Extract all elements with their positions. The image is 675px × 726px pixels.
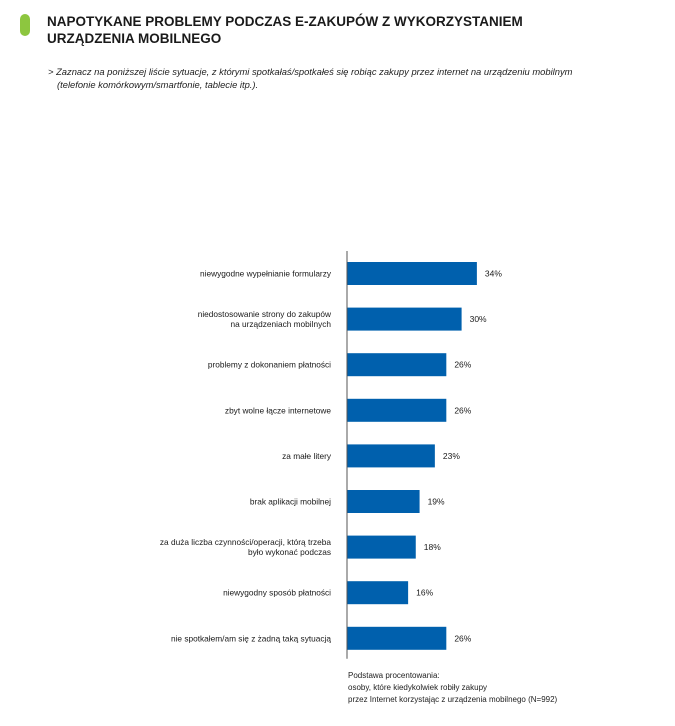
bar-7 xyxy=(347,536,416,559)
bar-1 xyxy=(347,262,477,285)
bar-6 xyxy=(347,490,420,513)
title-line-2: URZĄDZENIA MOBILNEGO xyxy=(47,31,222,46)
value-label-8: 16% xyxy=(416,587,434,598)
category-label-6: brak aplikacji mobilnej xyxy=(249,496,331,507)
bar-5 xyxy=(347,444,435,467)
title-line-1: NAPOTYKANE PROBLEMY PODCZAS E-ZAKUPÓW Z WYKORZYSTANIEM xyxy=(47,14,523,29)
footnote-line-1: Podstawa procentowania: xyxy=(348,671,440,680)
value-label-1: 34% xyxy=(484,268,502,279)
category-label-2: niedostosowanie strony do zakupów na urządzeniach mobilnych xyxy=(197,309,331,330)
value-label-4: 26% xyxy=(454,405,472,416)
value-label-6: 19% xyxy=(427,496,445,507)
value-label-5: 23% xyxy=(442,450,460,461)
category-label-1: niewygodne wypełnianie formularzy xyxy=(200,268,331,279)
category-label-3: problemy z dokonaniem płatności xyxy=(207,359,331,370)
question-line-1: > Zaznacz na poniższej liście sytuacje, z którymi spotkałaś/spotkałeś się robiąc zakupy przez internet na urządzeniu mobilnym xyxy=(48,66,573,77)
footnote-line-2: osoby, które kiedykolwiek robiły zakupy xyxy=(348,683,488,692)
category-label-4: zbyt wolne łącze internetowe xyxy=(224,405,331,416)
category-label-8: niewygodny sposób płatności xyxy=(223,587,331,598)
value-label-9: 26% xyxy=(454,633,472,644)
value-label-3: 26% xyxy=(454,359,472,370)
footnote-line-3: przez Internet korzystając z urządzenia mobilnego (N=992) xyxy=(348,695,558,704)
value-label-7: 18% xyxy=(423,542,441,553)
bar-4 xyxy=(347,399,446,422)
question-line-2: (telefonie komórkowym/smartfonie, tablecie itp.). xyxy=(57,79,259,90)
bar-3 xyxy=(347,353,446,376)
footnote xyxy=(348,670,557,706)
bar-8 xyxy=(347,581,408,604)
category-label-9: nie spotkałem/am się z żadną taką sytuacją xyxy=(170,633,331,644)
value-label-2: 30% xyxy=(469,314,487,325)
category-label-7: za duża liczba czynności/operacji, którą trzeba było wykonać podczas xyxy=(159,537,331,558)
bar-9 xyxy=(347,627,446,650)
category-label-5: za małe litery xyxy=(282,450,331,461)
bar-2 xyxy=(347,308,462,331)
